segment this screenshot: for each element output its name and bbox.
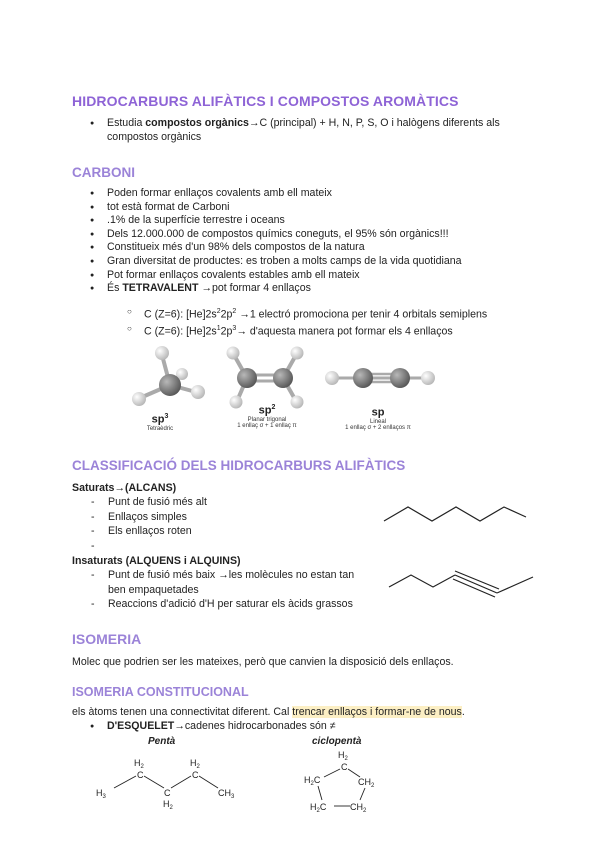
ciclo-ch2-right: $CH_2$ [358,777,375,789]
penta-ch3-right: $CH_3$ [218,788,235,800]
intro-item: ● Estudia compostos orgànics→C (principal) + H, N, P, S, O i halògens diferents als compostos orgànics [72,117,552,144]
list-item: ● És TETRAVALENT →pot formar 4 enllaços [72,282,562,296]
list-item: ● Gran diversitat de productes: es troben a molts camps de la vida quotidiana [72,255,562,269]
list-item: - Punt de fusió més baix →les molècules no estan tan [72,568,382,583]
penta-c-a: C [137,770,144,780]
ciclo-c-top: C [341,762,348,772]
electron-config-list [72,305,542,339]
classificacio-heading: CLASSIFICACIÓ DELS HIDROCARBURS ALIFÀTICS [72,458,406,473]
penta-ch3-left: $H_3$ [96,788,106,800]
penta-h2-mid: $H_2$ [163,799,173,810]
sp-label: sp Lineal 1 enllaç σ + 2 enllaços π [345,406,411,431]
ciclo-h2c-bottom: $H_2C$ [310,802,327,814]
ciclo-h2c-left: $H_2C$ [304,775,321,787]
penta-c-mid: C [164,788,171,798]
constitucional-text: els àtoms tenen una connectivitat diferent. Cal trencar enllaços i formar-ne de nous. [72,706,465,718]
ciclo-ch2-bottom: $CH_2$ [350,802,367,814]
page-title: HIDROCARBURS ALIFÀTICS I COMPOSTOS AROMÀTICS [72,93,459,109]
saturats-list [72,495,372,539]
list-item: ○ C (Z=6): $[He]2s^22p^2 \to 1$ electró promociona per tenir 4 orbitals semiplens [72,305,542,322]
intro-list [72,117,552,144]
esquelet-list [72,720,472,734]
carboni-heading: CARBONI [72,165,135,180]
insaturats-heading: Insaturats (ALQUENS i ALQUINS) [72,555,241,567]
list-item: - Reaccions d'adició d'H per saturar els àcids grassos [72,597,382,612]
list-item: ben empaquetades [108,583,199,596]
list-item: ● Constitueix més d'un 98% dels compostos de la natura [72,241,562,255]
isomeria-text: Molec que podrien ser les mateixes, però que canvien la disposició dels enllaços. [72,656,454,668]
constitucional-heading: ISOMERIA CONSTITUCIONAL [72,685,249,699]
carboni-list [72,187,562,296]
sp3-label: $sp^3$ Tetraèdric [146,413,174,432]
cyclopentane-structure [298,748,388,818]
list-item: - Els enllaços roten [72,524,372,539]
list-item: ● Poden formar enllaços covalents amb ell mateix [72,187,562,201]
insaturats-list [72,568,382,612]
saturats-heading: Saturats→(ALCANS) [72,482,177,494]
list-item: - Punt de fusió més alt [72,495,372,510]
alkane-skeleton [380,495,530,535]
list-item: ● Dels 12.000.000 de compostos químics coneguts, el 95% són orgànics!!! [72,228,562,242]
list-item: ● tot està format de Carboni [72,201,562,215]
ethylene-model [227,347,304,409]
methane-model [132,346,205,406]
ciclo-h2-top: $H_2$ [338,750,348,762]
list-item: ● D'ESQUELET→cadenes hidrocarbonades són ≠ [72,720,472,734]
isomeria-heading: ISOMERIA [72,631,142,647]
list-item: ● Pot formar enllaços covalents estables amb ell mateix [72,269,562,283]
penta-h2-a: $H_2$ [134,758,144,770]
sp2-label: $sp^2$ Planar trigonal 1 enllaç σ + 1 enllaç π [237,404,297,429]
ciclo-name: ciclopentà [312,736,362,747]
penta-c-b: C [192,770,199,780]
pentane-structure [90,752,250,810]
list-item: ● .1% de la superfície terrestre i oceans [72,214,562,228]
penta-h2-b: $H_2$ [190,758,200,770]
penta-name: Pentà [148,736,176,747]
alkyne-skeleton [385,565,540,605]
list-item: - Enllaços simples [72,510,372,525]
acetylene-model [325,368,435,388]
list-item: ○ C (Z=6): $[He]2s^12p^3\to$ d'aquesta manera pot formar els 4 enllaços [72,322,542,339]
